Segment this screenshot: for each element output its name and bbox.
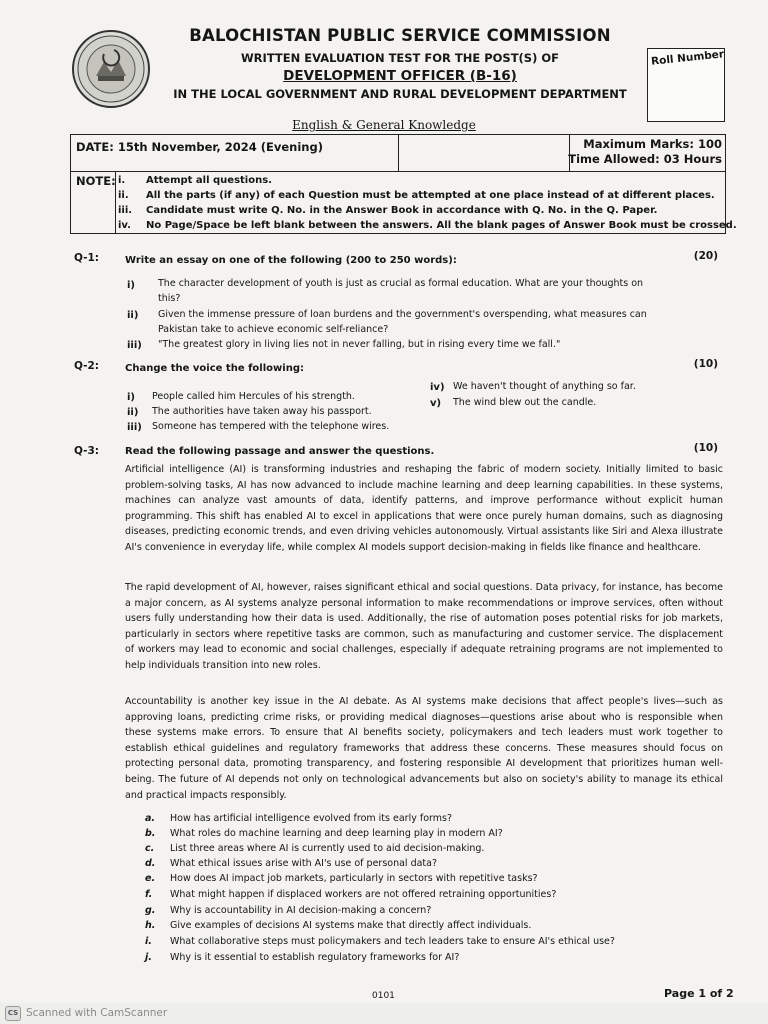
question-3-text: Read the following passage and answer the questions.: [125, 446, 435, 457]
voice-item-number: iv): [430, 382, 445, 393]
essay-option-number: iii): [127, 340, 142, 351]
time-allowed: Time Allowed: 03 Hours: [568, 152, 722, 166]
question-1-number: Q-1:: [74, 252, 99, 264]
voice-item-number: ii): [127, 407, 139, 418]
question-1-text: Write an essay on one of the following (200 to 250 words):: [125, 255, 457, 266]
voice-item-number: iii): [127, 422, 142, 433]
essay-option-number: i): [127, 280, 135, 291]
comprehension-question: Why is accountability in AI decision-making a concern?: [170, 905, 432, 916]
note-item: iii. Candidate must write Q. No. in the Answer Book in accordance with Q. No. in the Q. Paper.: [118, 205, 658, 216]
comprehension-question: Why is it essential to establish regulatory frameworks for AI?: [170, 952, 460, 963]
passage-paragraph: Accountability is another key issue in the AI debate. As AI systems make decisions that affect people's lives—such as approving loans, predicting crime risks, or providing medical diagnoses—questions arise about who is responsible when these systems make errors. To ensure that AI benefits society, policymakers and tech leaders must work together to establish ethical guidelines and regulatory frameworks that address these concerns. These measures should focus on protecting personal data, promoting transparency, and fostering responsible AI development that prioritizes human well-being. The future of AI depends not only on technological advancements but also on society's ability to manage its ethical and practical impacts responsibly.: [125, 696, 723, 801]
question-1-marks: (20): [693, 250, 718, 262]
essay-option-text: "The greatest glory in living lies not in never falling, but in rising every time we fall.": [158, 339, 561, 350]
commission-seal-logo: [72, 30, 150, 108]
comprehension-question-letter: a.: [145, 813, 156, 824]
comprehension-question-letter: e.: [145, 873, 156, 884]
passage-paragraph: Artificial intelligence (AI) is transforming industries and reshaping the fabric of modern society. Initially limited to basic problem-solving tasks, AI has now advanced to include machine learning and deep learning capabilities. In these systems, machines can analyze vast amounts of data, identify patterns, and improve performance without explicit human programming. This shift has enabled AI to excel in applications that were once purely human domains, such as diagnosing diseases, predicting economic trends, and even driving vehicles autonomously. Virtual assistants like Siri and Alexa illustrate AI's convenience in everyday life, while complex AI models support decision-making in fields like finance and healthcare.: [125, 464, 723, 553]
department-line: IN THE LOCAL GOVERNMENT AND RURAL DEVELOPMENT DEPARTMENT: [173, 87, 627, 101]
voice-item-text: People called him Hercules of his strength.: [152, 391, 355, 402]
test-line: WRITTEN EVALUATION TEST FOR THE POST(S) OF: [241, 51, 559, 65]
essay-option-text: Given the immense pressure of loan burdens and the government's overspending, what measures can: [158, 309, 647, 320]
camscanner-icon: CS: [5, 1006, 21, 1021]
passage-paragraph: The rapid development of AI, however, raises significant ethical and social questions. Data privacy, for instance, has become a major concern, as AI systems analyze personal information to make recommendations or improve services, often without users fully understanding how their data is used. Additionally, the rise of automation poses potential risks for job markets, particularly in sectors where repetitive tasks are common, such as manufacturing and customer service. The displacement of workers may lead to economic and social challenges, especially if adequate retraining programs are not implemented to help individuals transition into new roles.: [125, 582, 723, 671]
note-label: NOTE:: [76, 174, 116, 188]
question-3-marks: (10): [693, 442, 718, 454]
comprehension-question-letter: h.: [145, 920, 156, 931]
comprehension-question-letter: d.: [145, 858, 156, 869]
comprehension-question: List three areas where AI is currently used to aid decision-making.: [170, 843, 485, 854]
voice-item-text: Someone has tempered with the telephone wires.: [152, 421, 390, 432]
scanner-footer: [0, 1003, 768, 1024]
question-2-text: Change the voice the following:: [125, 363, 304, 374]
maximum-marks: Maximum Marks: 100: [583, 137, 722, 151]
comprehension-question: What collaborative steps must policymakers and tech leaders take to ensure AI's ethical use?: [170, 936, 615, 947]
exam-info-table: [70, 134, 737, 234]
voice-item-number: i): [127, 392, 135, 403]
note-item: iv. No Page/Space be left blank between the answers. All the blank pages of Answer Book must be crossed.: [118, 220, 737, 231]
question-2-marks: (10): [693, 358, 718, 370]
date-cell: [71, 135, 399, 171]
note-item: ii. All the parts (if any) of each Question must be attempted at one place instead of at different places.: [118, 190, 715, 201]
comprehension-question-letter: g.: [145, 905, 156, 916]
scanner-credit: Scanned with CamScanner: [26, 1007, 168, 1019]
comprehension-question-letter: f.: [145, 889, 153, 900]
comprehension-question: What ethical issues arise with AI's use of personal data?: [170, 858, 438, 869]
voice-item-text: The wind blew out the candle.: [453, 397, 597, 408]
question-2-number: Q-2:: [74, 360, 99, 372]
info-row-top: [71, 135, 725, 172]
question-3-number: Q-3:: [74, 445, 99, 457]
subject-title: English & General Knowledge: [292, 118, 476, 132]
blank-cell: [399, 135, 570, 171]
post-title: DEVELOPMENT OFFICER (B-16): [283, 68, 517, 84]
voice-item-text: The authorities have taken away his passport.: [152, 406, 372, 417]
essay-option-text-cont: Pakistan take to achieve economic self-reliance?: [158, 324, 389, 335]
comprehension-question: What might happen if displaced workers are not offered retraining opportunities?: [170, 889, 557, 900]
essay-option-text: The character development of youth is just as crucial as formal education. What are your thoughts on: [158, 278, 644, 289]
comprehension-question: Give examples of decisions AI systems make that directly affect individuals.: [170, 920, 532, 931]
page-number: Page 1 of 2: [664, 987, 734, 1000]
comprehension-question-letter: c.: [145, 843, 155, 854]
comprehension-question-letter: b.: [145, 828, 156, 839]
commission-title: BALOCHISTAN PUBLIC SERVICE COMMISSION: [189, 26, 611, 45]
voice-item-text: We haven't thought of anything so far.: [453, 381, 636, 392]
note-label-cell: [71, 171, 116, 233]
roll-number-label: Roll Number: [650, 48, 725, 68]
voice-item-number: v): [430, 398, 442, 409]
paper-code: 0101: [372, 991, 395, 1001]
comprehension-question-letter: i.: [145, 936, 152, 947]
essay-option-number: ii): [127, 310, 139, 321]
exam-date: DATE: 15th November, 2024 (Evening): [76, 140, 323, 154]
comprehension-question-letter: j.: [145, 952, 152, 963]
note-item: i. Attempt all questions.: [118, 175, 272, 186]
essay-option-text-cont: this?: [158, 293, 181, 304]
comprehension-question: How has artificial intelligence evolved from its early forms?: [170, 813, 452, 824]
comprehension-question: How does AI impact job markets, particularly in sectors with repetitive tasks?: [170, 873, 538, 884]
comprehension-question: What roles do machine learning and deep learning play in modern AI?: [170, 828, 503, 839]
